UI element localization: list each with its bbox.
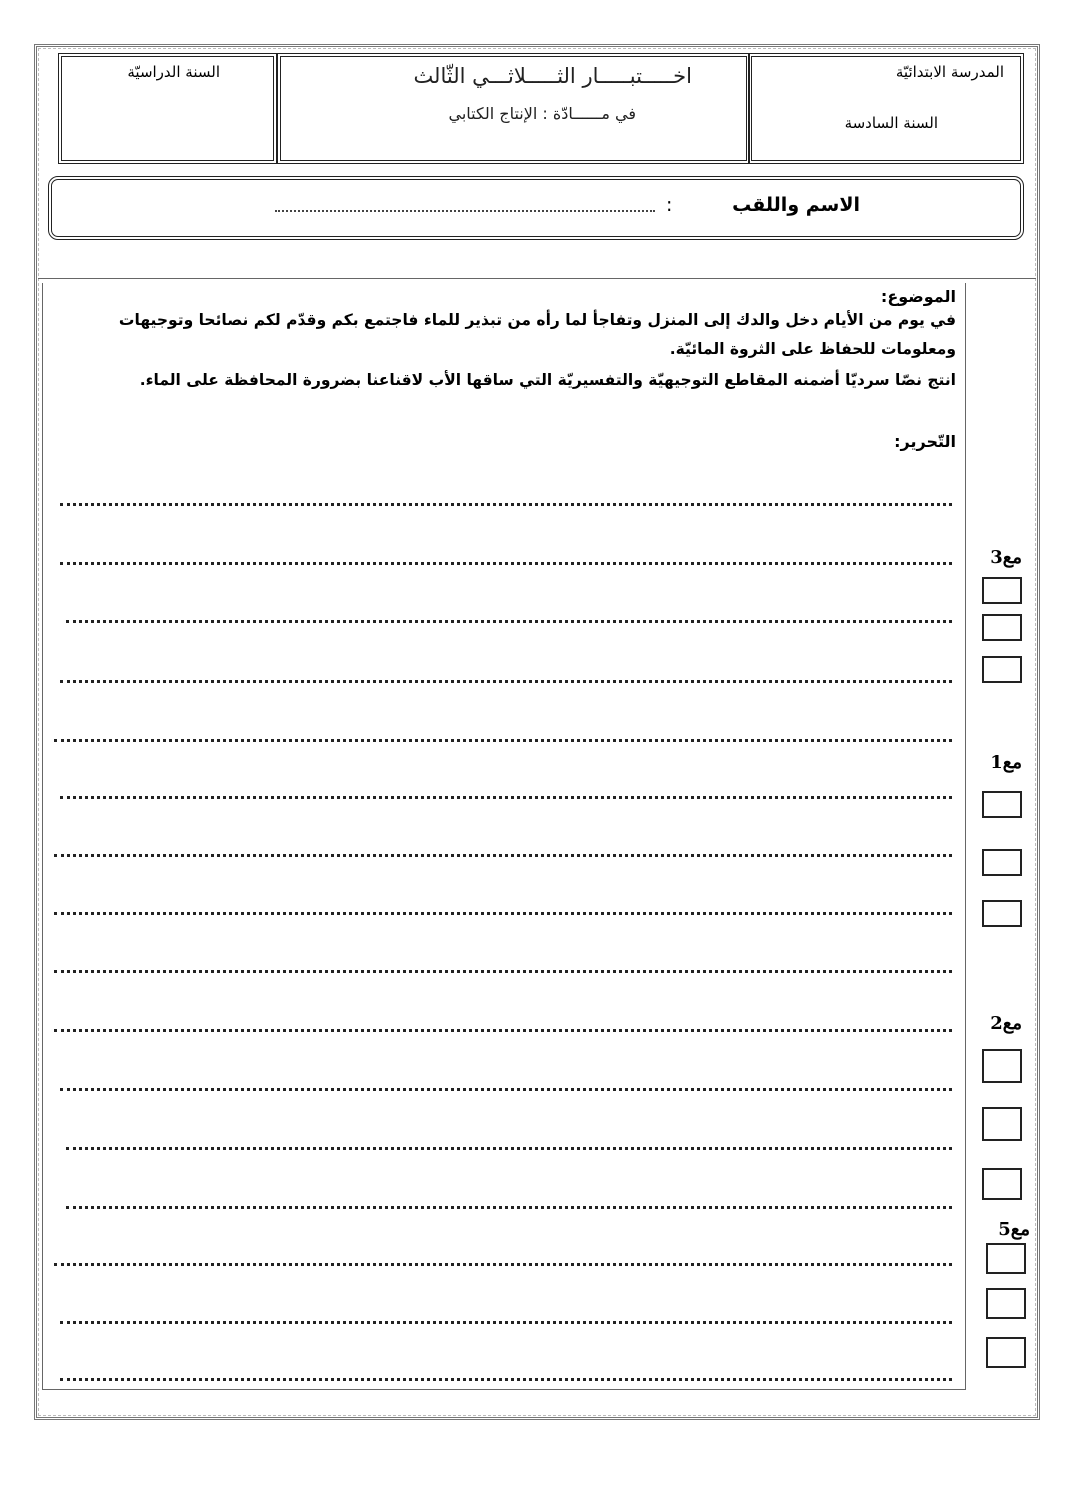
school-year-label: السنة الدراسيّة bbox=[127, 63, 220, 81]
criterion-label: مع3 bbox=[990, 547, 1022, 568]
criterion-label: مع2 bbox=[990, 1013, 1022, 1034]
subject-label: في مــــــادّة : الإنتاج الكتابي bbox=[448, 104, 636, 123]
topic-line-2: ومعلومات للحفاظ على الثروة المائيّة. bbox=[669, 340, 956, 358]
writing-line[interactable] bbox=[60, 680, 952, 683]
name-input-line[interactable] bbox=[275, 210, 655, 212]
writing-line[interactable] bbox=[60, 503, 952, 506]
writing-line[interactable] bbox=[60, 1321, 952, 1324]
score-box[interactable] bbox=[982, 1168, 1022, 1200]
school-name: المدرسة الابتدائيّة bbox=[895, 63, 1004, 81]
score-box[interactable] bbox=[986, 1243, 1026, 1274]
score-box[interactable] bbox=[982, 656, 1022, 683]
score-box[interactable] bbox=[982, 1107, 1022, 1141]
criterion-label: مع5 bbox=[998, 1219, 1030, 1240]
score-box[interactable] bbox=[982, 577, 1022, 604]
criterion-label: مع1 bbox=[990, 752, 1022, 773]
name-box bbox=[48, 176, 1024, 240]
section-divider bbox=[38, 278, 1036, 279]
name-label: الاسم واللقب bbox=[732, 194, 860, 216]
name-colon: : bbox=[666, 194, 673, 216]
writing-line[interactable] bbox=[54, 912, 952, 915]
writing-line[interactable] bbox=[54, 739, 952, 742]
topic-heading: الموضوع: bbox=[880, 287, 956, 306]
score-box[interactable] bbox=[982, 791, 1022, 818]
score-box[interactable] bbox=[986, 1337, 1026, 1368]
score-box[interactable] bbox=[986, 1288, 1026, 1319]
writing-line[interactable] bbox=[60, 1378, 952, 1381]
grade-label: السنة السادسة bbox=[844, 114, 938, 132]
writing-line[interactable] bbox=[60, 1088, 952, 1091]
exam-title: اخـــــتبـــــار الثـــــلاثـــي الثّالث bbox=[413, 64, 692, 88]
writing-line[interactable] bbox=[60, 796, 952, 799]
writing-line[interactable] bbox=[66, 1206, 952, 1209]
writing-area-border bbox=[42, 283, 966, 1390]
score-box[interactable] bbox=[982, 614, 1022, 641]
writing-line[interactable] bbox=[54, 1263, 952, 1266]
topic-line-1: في يوم من الأيام دخل والدك إلى المنزل وتفاجأ لما رأه من تبذير للماء فاجتمع بكم وقدّم لكم نصائحا وتوجيهات bbox=[118, 311, 956, 329]
writing-line[interactable] bbox=[54, 1029, 952, 1032]
writing-line[interactable] bbox=[66, 1147, 952, 1150]
writing-line[interactable] bbox=[54, 970, 952, 973]
writing-line[interactable] bbox=[54, 854, 952, 857]
score-box[interactable] bbox=[982, 849, 1022, 876]
topic-line-3: انتج نصّا سرديّا أضمنه المقاطع التوجيهيّة والتفسيريّة التي ساقها الأب لاقناعنا بضرورة المحافظة على الماء. bbox=[139, 371, 956, 389]
writing-heading: التّحرير: bbox=[894, 432, 956, 451]
writing-line[interactable] bbox=[66, 620, 952, 623]
writing-line[interactable] bbox=[60, 562, 952, 565]
score-box[interactable] bbox=[982, 1049, 1022, 1083]
score-box[interactable] bbox=[982, 900, 1022, 927]
